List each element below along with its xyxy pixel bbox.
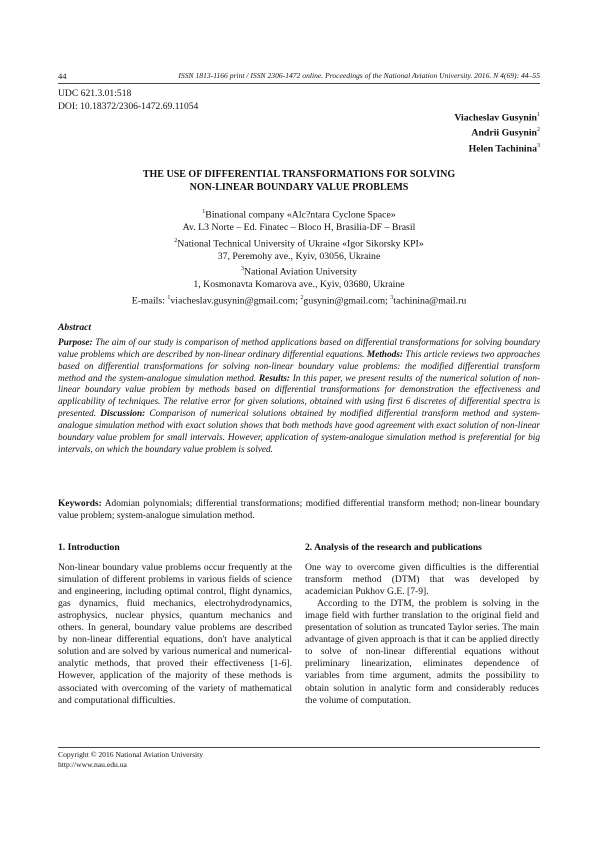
author-list: [454, 109, 540, 155]
column-left: [58, 542, 292, 707]
affiliation-1-address: Av. L3 Norte – Ed. Finatec – Bloco H, Brasilia-DF – Brasil: [182, 221, 416, 233]
affiliation-2-address: 37, Peremohy ave., Kyiv, 03056, Ukraine: [217, 250, 381, 262]
email-list: E-mails: $^1$viacheslav.gusynin@gmail.com; $^2$gusynin@gmail.com; $^3$tachinina@mail.ru: [131, 295, 467, 307]
footer-url[interactable]: http://www.nau.edu.ua: [58, 760, 127, 769]
affiliation-3-address: 1, Kosmonavta Komarova ave., Kyiv, 03680, Ukraine: [193, 279, 405, 291]
page-footer: [58, 750, 203, 770]
footer-divider: [58, 747, 540, 748]
email-link-2[interactable]: gusynin@gmail.com;: [303, 295, 391, 307]
analysis-paragraph-2: According to the DTM, the problem is solving in the image field with further translation to the original field and presentation of solution as truncated Taylor series. The main advantage of given approach is that it can be applied directly to solve of non-linear differential equations without preliminary linearization, eliminates dependence of variables from time argument, admits the possibility to obtain solution in analytic form and considerably reduces the volume of computation.: [305, 598, 539, 706]
paper-title: THE USE OF DIFFERENTIAL TRANSFORMATIONS FOR SOLVING NON-LINEAR BOUNDARY VALUE PROBLEMS: [142, 169, 456, 193]
keywords: Keywords: Adomian polynomials; differential transformations; modified differential transform method; non-linear boundary value problem; system-analogue simulation method.: [58, 499, 540, 521]
section-heading-introduction: 1. Introduction: [58, 542, 120, 553]
article-identifiers: [58, 88, 198, 113]
email-link-1[interactable]: viacheslav.gusynin@gmail.com;: [170, 295, 301, 307]
header-divider: [58, 83, 540, 84]
author-1: Viacheslav Gusynin$^1$: [454, 112, 540, 124]
affiliation-2: $^2$National Technical University of Ukraine «Igor Sikorsky KPI»: [174, 237, 424, 249]
section-heading-analysis: 2. Analysis of the research and publications: [305, 542, 482, 553]
column-right: [305, 542, 539, 707]
affiliation-1: $^1$Binational company «Alc?ntara Cyclone Space»: [202, 209, 396, 221]
affiliation-3: $^3$National Aviation University: [240, 266, 357, 278]
abstract-text: Purpose: The aim of our study is comparison of method applications based on differential transformations for solving boundary value problems which are described by non-linear ordinary differential equations. Methods: This article reviews two approaches based on differential transformations for solving non-linear boundary value problems: the modified differential transform method and the system-analogue simulation method. Results: In this paper, we present results of the numerical solution of non-linear boundary value problem by methods based on differential transformations for demonstration the effectiveness and applicability of techniques. The relative error for given solutions, obtained with using first 6 discretes of differential spectra is presented. Discussion: Comparison of numerical solutions obtained by modified differential transform method and system-analogue simulation method with exact solution shows that both methods have good agreement with exact solution of non-linear boundary value problem for small intervals. However, application of system-analogue simulation method is preferential for big intervals, on which the boundary value problem is solved.: [58, 338, 540, 455]
doi: DOI: 10.18372/2306-1472.69.11054: [58, 100, 199, 112]
abstract-heading: Abstract: [58, 322, 92, 333]
author-3: Helen Tachinina$^3$: [468, 142, 540, 154]
email-link-3[interactable]: tachinina@mail.ru: [393, 295, 467, 307]
udc-code: UDC 621.3.01:518: [58, 88, 132, 99]
copyright: Copyright © 2016 National Aviation University: [58, 750, 204, 759]
introduction-paragraph: Non-linear boundary value problems occur frequently at the simulation of different problems in various fields of science and engineering, including optimal control, flight dynamics, gas dynamics, fluid mechanics, electrohydrodynamics, astrophysics, nuclear physics, quantum mechanics and others. In general, boundary value problems are described by non-linear differential equations, don't have analytical solution and are solved by various numerical and numerical-analytic methods, that proved their effectiveness [1-6]. However, application of the majority of these methods is associated with overcoming of the variety of mathematical and computational difficulties.: [58, 562, 292, 706]
author-2: Andrii Gusynin$^2$: [471, 127, 540, 139]
analysis-paragraph-1: One way to overcome given difficulties is the differential transform method (DTM) that was developed by academician Pukhov G.E. [7-9].: [305, 562, 539, 598]
journal-citation: ISSN 1813-1166 print / ISSN 2306-1472 online. Proceedings of the National Aviation University. 2016. N 4(69): 44–55: [178, 71, 540, 80]
affiliations: [58, 206, 540, 308]
page-number: 44: [58, 71, 67, 81]
running-header: [58, 71, 540, 81]
